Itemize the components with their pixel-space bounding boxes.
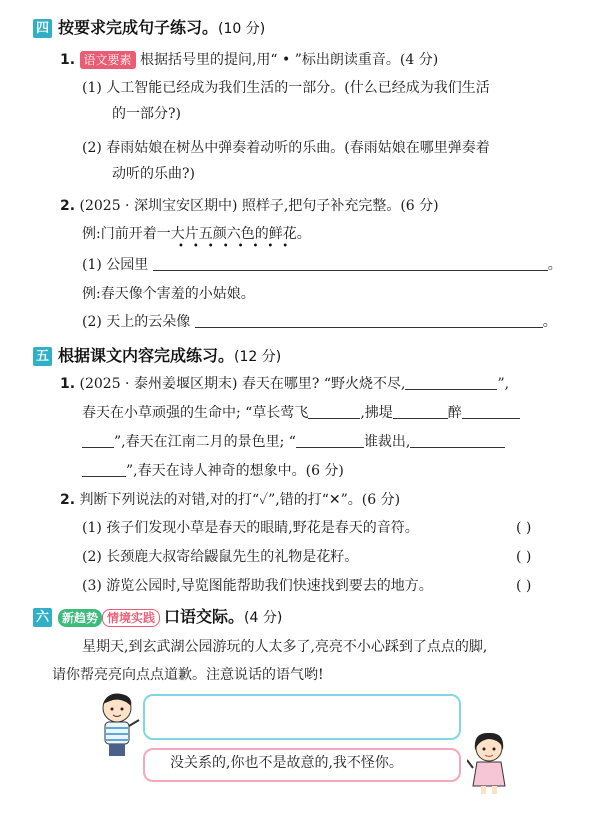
section-5-badge: 五 — [33, 347, 52, 366]
q5-1-line4 — [82, 461, 344, 481]
girl-figure — [467, 730, 513, 796]
section-5-score: (12 分) — [234, 349, 282, 365]
judge-item-2: (2) 长颈鹿大叔寄给鼹鼠先生的礼物是花籽。 — [82, 549, 359, 565]
q5-2-stem — [60, 490, 400, 510]
q4-2-prompt-1-text: (1) 公园里 — [82, 257, 149, 273]
q5-1-line3 — [82, 432, 505, 452]
answer-line[interactable] — [195, 313, 543, 328]
q4-1-number: 1. — [60, 52, 76, 68]
judge-item-1: (1) 孩子们发现小草是春天的眼睛,野花是春天的音符。 — [82, 520, 419, 536]
q6-line2: 请你帮亮亮向点点道歉。注意说话的语气哟! — [52, 667, 324, 683]
q5-1-text-c: 春天在小草顽强的生命中; “草长莺飞 — [82, 405, 309, 421]
answer-line[interactable] — [462, 404, 520, 419]
q5-1-text-a: (2025 · 泰州姜堰区期末) 春天在哪里? “野火烧不尽, — [79, 376, 406, 392]
section-6-score: (4 分) — [244, 610, 283, 626]
trend-tag: 新趋势 — [58, 609, 102, 627]
q5-1-line2 — [82, 403, 520, 423]
q5-1-line1 — [60, 374, 509, 394]
q4-2-text: (2025 · 深圳宝安区期中) 照样子,把句子补充完整。(6 分) — [79, 198, 439, 214]
q4-2-prompt-2-text: (2) 天上的云朵像 — [82, 314, 191, 330]
q5-2-number: 2. — [60, 492, 76, 508]
q4-1-s1-line2: 的一部分?) — [112, 106, 181, 122]
answer-line[interactable] — [308, 404, 360, 419]
q4-2-prompt-2-end: 。 — [542, 314, 557, 330]
answer-line[interactable] — [153, 256, 548, 271]
judge-item-3: (3) 游览公园时,导览图能帮助我们快速找到要去的地方。 — [82, 578, 433, 594]
q5-1-text-b: ”, — [497, 376, 510, 392]
q6-line1: 星期天,到玄武湖公园游玩的人太多了,亮亮不小心踩到了点点的脚, — [82, 639, 488, 655]
answer-line[interactable] — [393, 404, 448, 419]
judge-bracket-3[interactable]: ( ) — [516, 578, 532, 594]
answer-line[interactable] — [296, 433, 364, 448]
reply-text: 没关系的,你也不是故意的,我不怪你。 — [170, 755, 403, 771]
emphasis-dots: •••••••• — [178, 241, 298, 252]
q4-2-prompt-1-end: 。 — [547, 257, 562, 273]
section-4-title: 按要求完成句子练习。 — [58, 18, 219, 37]
section-5-title: 根据课文内容完成练习。 — [58, 346, 235, 365]
section-5-heading — [33, 343, 281, 366]
answer-line[interactable] — [410, 433, 505, 448]
answer-line[interactable] — [405, 375, 497, 390]
q5-1-text-d: ,拂堤 — [360, 405, 393, 421]
q4-2-prompt-2 — [82, 312, 557, 332]
section-4-badge: 四 — [33, 19, 52, 38]
boy-figure — [93, 690, 143, 760]
judge-bracket-2[interactable]: ( ) — [516, 549, 532, 565]
practice-tag: 情境实践 — [102, 609, 160, 627]
q4-2-prompt-1 — [82, 255, 562, 275]
q4-1-tag: 语文要素 — [80, 51, 136, 69]
section-6-heading — [33, 604, 282, 627]
q5-1-text-g: 谁裁出, — [363, 434, 411, 450]
q4-1-text: 根据括号里的提问,用“ • ”标出朗读重音。(4 分) — [139, 52, 439, 68]
section-6-badge: 六 — [33, 608, 52, 627]
q4-2-example-1: 例:门前开着一大片五颜六色的鲜花。 — [82, 226, 311, 242]
q5-1-text-e: 醉 — [447, 405, 462, 421]
section-6-title: 口语交际。 — [164, 607, 245, 626]
answer-speech-bubble[interactable] — [143, 694, 461, 740]
section-4-score: (10 分) — [218, 21, 266, 37]
q4-2-stem — [60, 196, 439, 216]
answer-line[interactable] — [82, 433, 114, 448]
q4-1-stem — [60, 50, 438, 70]
q4-2-example-2: 例:春天像个害羞的小姑娘。 — [82, 286, 255, 302]
q5-1-text-f: ”,春天在江南二月的景色里; “ — [114, 434, 296, 450]
section-4-heading — [33, 15, 265, 38]
q4-2-number: 2. — [60, 198, 76, 214]
q5-1-number: 1. — [60, 376, 76, 392]
judge-bracket-1[interactable]: ( ) — [516, 520, 532, 536]
q4-1-s1-line1: (1) 人工智能已经成为我们生活的一部分。(什么已经成为我们生活 — [82, 80, 490, 96]
q4-1-s2-line1: (2) 春雨姑娘在树丛中弹奏着动听的乐曲。(春雨姑娘在哪里弹奏着 — [82, 140, 490, 156]
q5-2-text: 判断下列说法的对错,对的打“✓”,错的打“✕”。(6 分) — [79, 492, 401, 508]
q4-1-s2-line2: 动听的乐曲?) — [112, 166, 195, 182]
answer-line[interactable] — [82, 462, 126, 477]
q5-1-text-h: ”,春天在诗人神奇的想象中。(6 分) — [126, 463, 344, 479]
